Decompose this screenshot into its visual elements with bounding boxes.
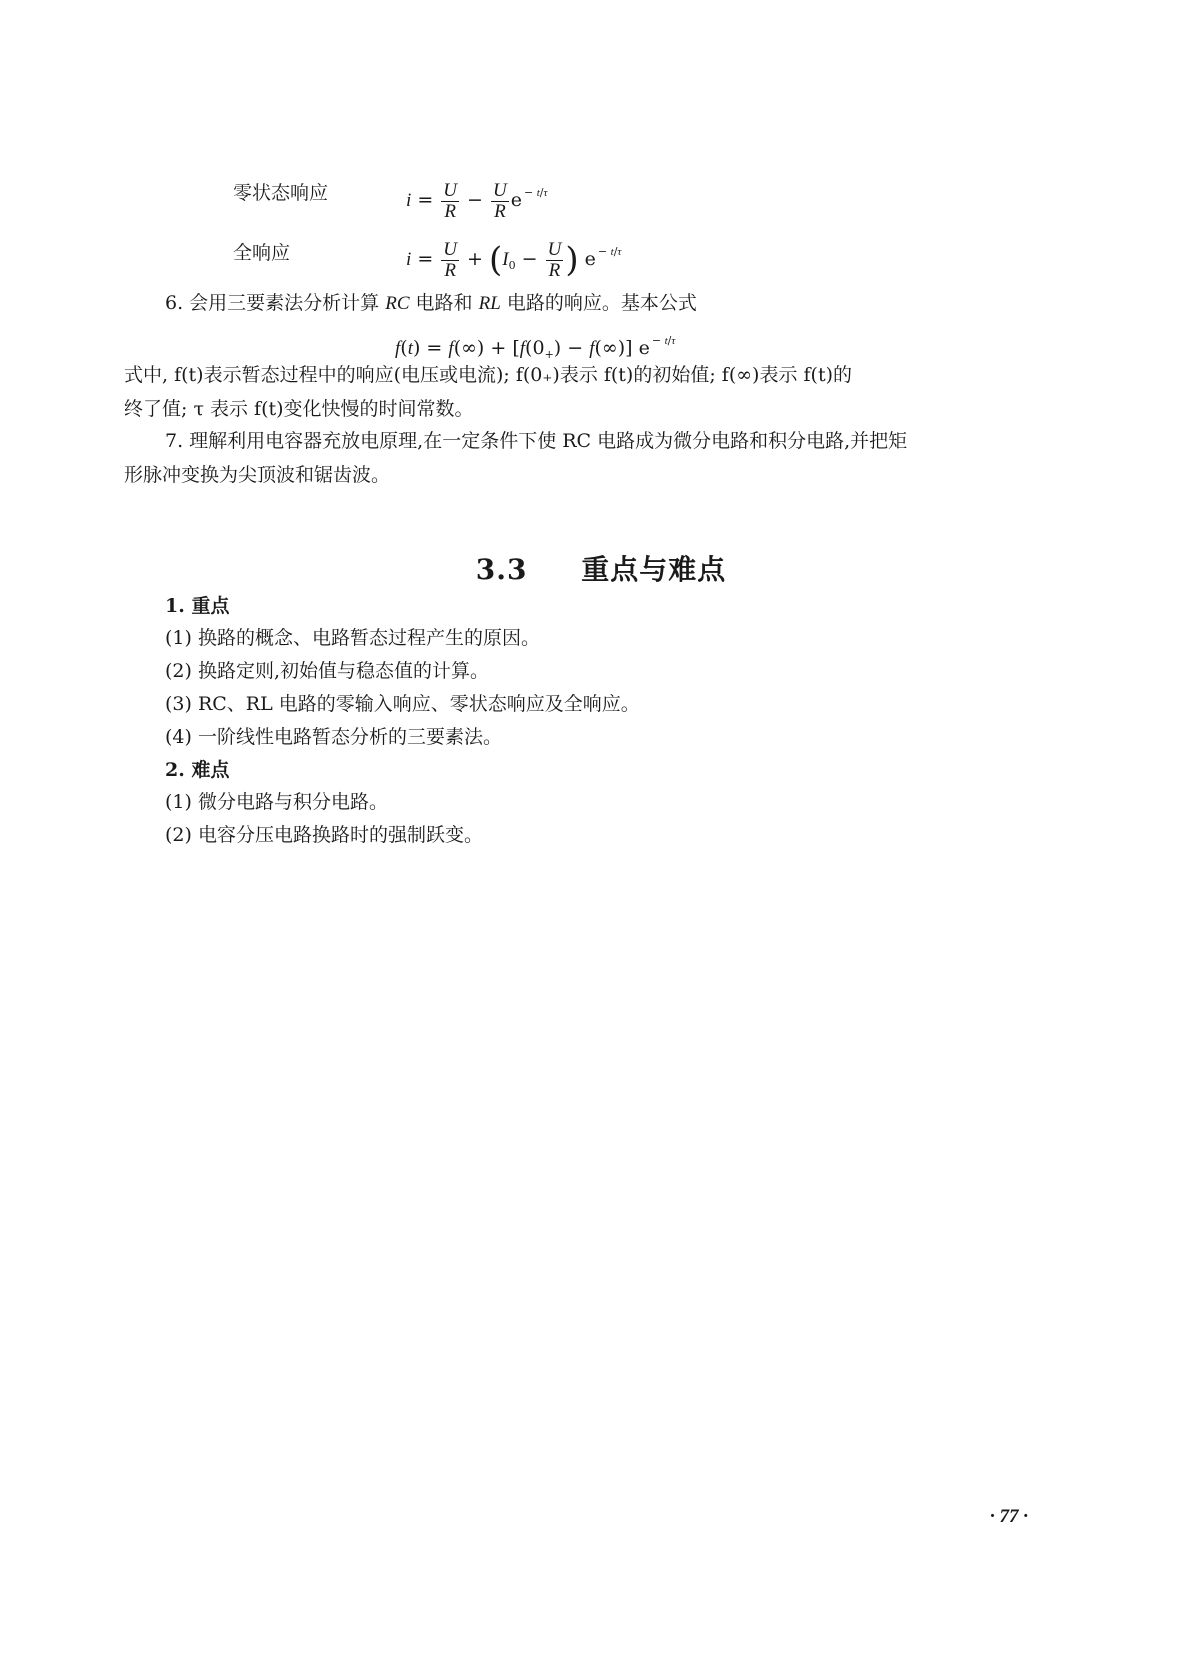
difficult-point-item: (2) 电容分压电路换路时的强制跃变。 <box>165 824 483 846</box>
key-point-item: (4) 一阶线性电路暂态分析的三要素法。 <box>165 726 502 748</box>
section-number: 3.3 <box>475 553 528 586</box>
key-point-item: (1) 换路的概念、电路暂态过程产生的原因。 <box>165 627 540 649</box>
key-points-heading: 1. 重点 <box>165 595 230 617</box>
page-number: · 77 · <box>990 1506 1028 1527</box>
key-point-item: (2) 换路定则,初始值与稳态值的计算。 <box>165 660 489 682</box>
full-response-formula: i = $\frac{U}{R}$ + ($I_0$ − $\frac{U}{R}$ ) e $^{- t/\tau}$ <box>406 238 622 281</box>
key-point-item: (3) RC、RL 电路的零输入响应、零状态响应及全响应。 <box>165 693 640 715</box>
section-title: 重点与难点 <box>581 553 727 586</box>
difficult-point-item: (1) 微分电路与积分电路。 <box>165 791 388 813</box>
section-heading <box>0 548 1202 588</box>
three-element-formula: $f(t) = f(\infty) + [f(0_+) - f(\infty)]$ e $^{- t/\tau}$ <box>395 334 676 361</box>
item7-line2: 形脉冲变换为尖顶波和锯齿波。 <box>124 464 391 486</box>
zero-state-label: 零状态响应 <box>233 182 329 204</box>
zero-state-formula: i = $\frac{U}{R}$ − $\frac{U}{R}$ e $^{- t/\tau}$ <box>406 179 548 222</box>
full-response-label: 全响应 <box>233 242 291 264</box>
item7-line1: 7. 理解利用电容器充放电原理,在一定条件下使 RC 电路成为微分电路和积分电路,并把矩 <box>165 430 908 452</box>
item6-explain-line2: 终了值; τ 表示 f(t)变化快慢的时间常数。 <box>124 398 474 420</box>
item6-intro: 6. 会用三要素法分析计算 RC 电路和 RL 电路的响应。基本公式 <box>165 292 697 314</box>
difficult-points-heading: 2. 难点 <box>165 759 230 781</box>
item6-explain-line1: 式中, f(t)表示暂态过程中的响应(电压或电流); f(0₊)表示 f(t)的初始值; f(∞)表示 f(t)的 <box>124 364 853 386</box>
